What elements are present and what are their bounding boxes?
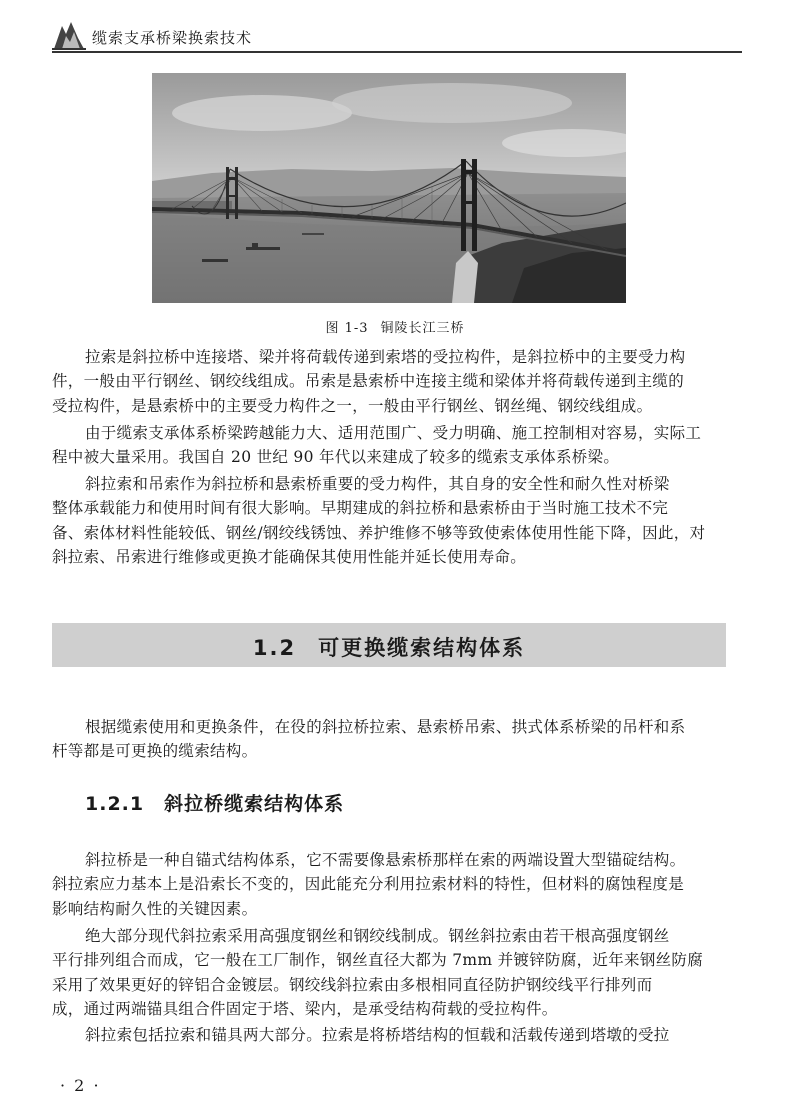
page-number: · 2 · bbox=[60, 1076, 101, 1095]
paragraph bbox=[52, 472, 742, 570]
text-line: 成，通过两端锚具组合件固定于塔、梁内，是承受结构荷载的受拉构件。 bbox=[52, 1000, 558, 1019]
paragraph bbox=[52, 715, 742, 764]
text-line: 受拉构件，是悬索桥中的主要受力构件之一，一般由平行钢丝、钢丝绳、钢绞线组成。 bbox=[52, 396, 653, 415]
text-line: 斜拉索应力基本上是沿索长不变的，因此能充分利用拉索材料的特性，但材料的腐蚀程度是 bbox=[52, 875, 685, 894]
paragraph bbox=[52, 421, 742, 470]
text-line: 由于缆索支承体系桥梁跨越能力大、适用范围广、受力明确、施工控制相对容易，实际工 bbox=[85, 424, 702, 442]
text-line: 斜拉索包括拉索和锚具两大部分。拉索是将桥塔结构的恒载和活载传递到塔墩的受拉 bbox=[85, 1026, 670, 1044]
figure-caption-text: 铜陵长江三桥 bbox=[380, 321, 465, 336]
text-line: 斜拉索、吊索进行维修或更换才能确保其使用性能并延长使用寿命。 bbox=[52, 548, 527, 567]
text-line: 斜拉索和吊索作为斜拉桥和悬索桥重要的受力构件，其自身的安全性和耐久性对桥梁 bbox=[85, 475, 670, 493]
section-title: 可更换缆索结构体系 bbox=[318, 636, 526, 660]
text-line: 件，一般由平行钢丝、钢绞线组成。吊索是悬索桥中连接主缆和梁体并将荷载传递到主缆的 bbox=[52, 372, 685, 391]
running-header bbox=[52, 18, 742, 54]
text-line: 绝大部分现代斜拉索采用高强度钢丝和钢绞线制成。钢丝斜拉索由若干根高强度钢丝 bbox=[85, 927, 670, 945]
header-rule bbox=[52, 51, 742, 53]
text-line: 拉索是斜拉桥中连接塔、梁并将荷载传递到索塔的受拉构件，是斜拉桥中的主要受力构 bbox=[85, 348, 686, 366]
subsection-heading bbox=[85, 789, 344, 816]
book-logo-icon bbox=[52, 18, 86, 50]
text-line: 程中被大量采用。我国自 20 世纪 90 年代以来建成了较多的缆索支承体系桥梁。 bbox=[52, 448, 620, 467]
book-title: 缆索支承桥梁换索技术 bbox=[92, 29, 253, 47]
figure-number: 图 1-3 bbox=[325, 321, 369, 336]
subsection-number: 1.2.1 bbox=[85, 793, 145, 815]
text-line: 采用了效果更好的锌铝合金镀层。钢绞线斜拉索由多根相同直径防护钢绞线平行排列而 bbox=[52, 975, 653, 994]
text-line: 影响结构耐久性的关键因素。 bbox=[52, 899, 258, 918]
paragraph bbox=[52, 924, 742, 1022]
paragraph bbox=[52, 1023, 742, 1047]
text-line: 整体承载能力和使用时间有很大影响。早期建成的斜拉桥和悬索桥由于当时施工技术不完 bbox=[52, 499, 669, 518]
text-line: 平行排列组合而成，它一般在工厂制作，钢丝直径大都为 7mm 并镀锌防腐，近年来钢丝防腐 bbox=[52, 951, 704, 970]
text-line: 斜拉桥是一种自锚式结构体系，它不需要像悬索桥那样在索的两端设置大型锚碇结构。 bbox=[85, 851, 686, 869]
figure-caption bbox=[0, 317, 790, 336]
text-line: 根据缆索使用和更换条件，在役的斜拉桥拉索、悬索桥吊索、拱式体系桥梁的吊杆和系 bbox=[85, 718, 686, 736]
paragraph bbox=[52, 848, 742, 921]
text-line: 杆等都是可更换的缆索结构。 bbox=[52, 742, 258, 761]
text-line: 备、索体材料性能较低、钢丝/钢绞线锈蚀、养护维修不够等致使索体使用性能下降，因此，对 bbox=[52, 523, 706, 542]
bridge-photo bbox=[152, 73, 626, 303]
subsection-title: 斜拉桥缆索结构体系 bbox=[164, 793, 345, 815]
paragraph bbox=[52, 345, 742, 418]
section-heading bbox=[52, 623, 726, 667]
section-number: 1.2 bbox=[252, 636, 297, 660]
